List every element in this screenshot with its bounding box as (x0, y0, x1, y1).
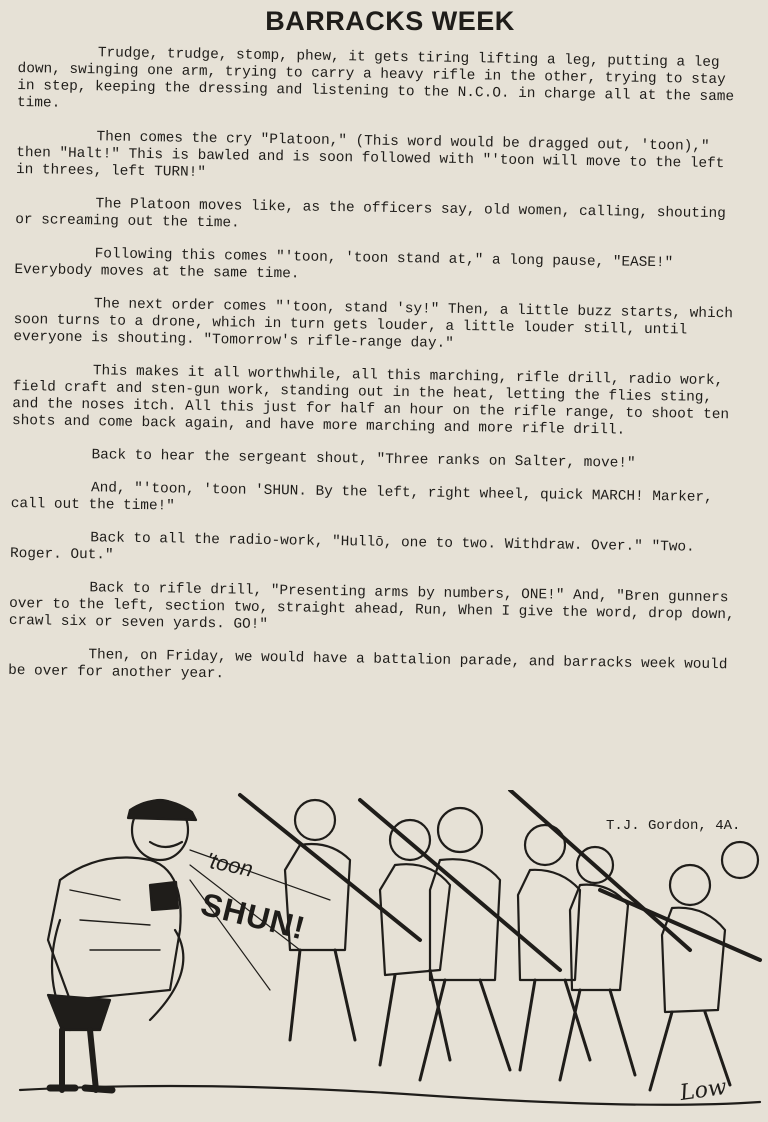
paragraph-2: Then comes the cry "Platoon," (This word would be dragged out, 'toon)," then "Halt!" This is bawled and is soon followed with "'toon will move to the left in threes, left TURN!" (15, 129, 725, 181)
artist-signature: Low (678, 1074, 729, 1107)
paragraph-8: And, "'toon, 'toon 'SHUN. By the left, right wheel, quick MARCH! Marker, call out the time!" (10, 480, 713, 515)
paragraph-1: Trudge, trudge, stomp, phew, it gets tiring lifting a leg, putting a leg down, swinging one arm, trying to carry a heavy rifle in the other, trying to stay in step, keeping the dressing and listening to the N.C.O. in charge all at the same time. (16, 45, 735, 112)
paragraph-10: Back to rifle drill, "Presenting arms by numbers, ONE!" And, "Bren gunners over to the left, section two, straight ahead, Run, When I give the word, drop down, crawl six or seven yards. GO!" (8, 580, 735, 633)
author-credit: T.J. Gordon, 4A. (606, 818, 741, 834)
paragraph-9: Back to all the radio-work, "Hullō, one to two. Withdraw. Over." "Two. Roger. Out." (9, 530, 695, 564)
speech-shun-text: SHUN! (197, 885, 310, 947)
article-title: BARRACKS WEEK (265, 6, 515, 36)
paragraph-4: Following this comes "'toon, 'toon stand at," a long pause, "EASE!" Everybody moves at the same time. (14, 246, 674, 283)
soldiers-column (240, 790, 760, 1090)
paragraph-6: This makes it all worthwhile, all this marching, rifle drill, radio work, field craft and sten-gun work, standing out in the heat, letting the flies sting, and the noses itch. All this just for half an hour on the rifle range, to shoot ten shots and come back again, and have more marching and more rifle drill. (11, 363, 730, 439)
sergeant-figure (48, 800, 196, 1090)
speech-toon-text: 'toon (204, 847, 256, 882)
article-body (8, 44, 746, 707)
paragraph-7: Back to hear the sergeant shout, "Three ranks on Salter, move!" (91, 447, 636, 472)
paragraph-11: Then, on Friday, we would have a battalion parade, and barracks week would be over for another year. (8, 647, 728, 683)
marching-soldiers-cartoon (0, 790, 768, 1122)
paragraph-3: The Platoon moves like, as the officers say, old women, calling, shouting or screaming out the time. (15, 196, 726, 232)
paragraph-5: The next order comes "'toon, stand 'sy!" Then, a little buzz starts, which soon turns to a drone, which in turn gets louder, a little louder still, until everyone is shouting. "Tomorrow's rifle-range day." (13, 296, 734, 352)
